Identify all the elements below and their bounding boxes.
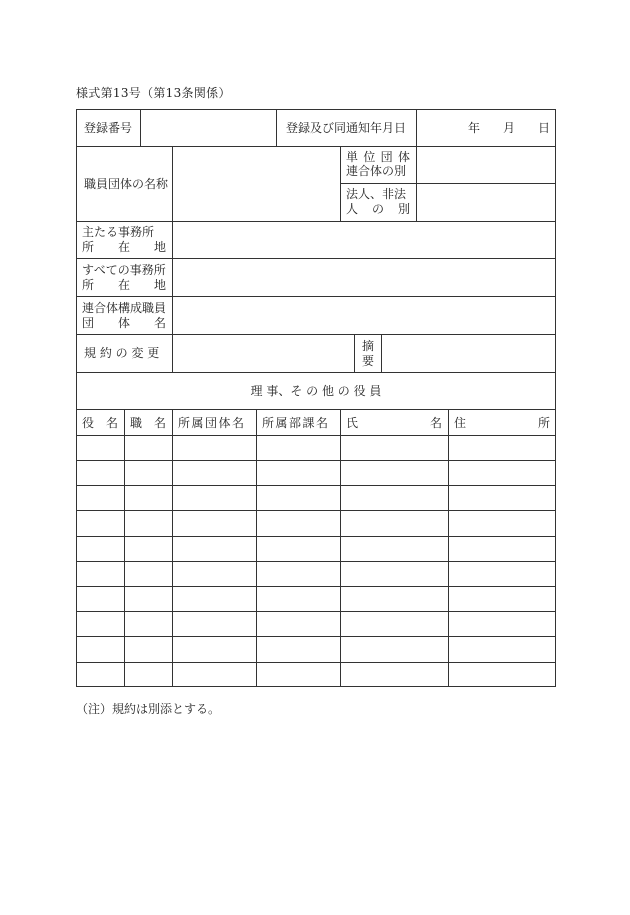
officer-title-cell[interactable] — [77, 461, 123, 484]
officer-position-cell[interactable] — [125, 537, 171, 560]
officer-affiliated-org-cell[interactable] — [173, 436, 255, 459]
officer-title-cell[interactable] — [77, 612, 123, 635]
corp-type-field[interactable] — [417, 184, 555, 220]
officer-address-cell[interactable] — [449, 562, 555, 585]
officer-title-cell[interactable] — [77, 537, 123, 560]
officer-address-cell[interactable] — [449, 612, 555, 635]
org-name-label: 職員団体の名称 — [84, 177, 169, 191]
officer-department-cell[interactable] — [257, 486, 339, 509]
officer-department-cell[interactable] — [257, 612, 339, 635]
officer-address-cell[interactable] — [449, 436, 555, 459]
officer-address-cell[interactable] — [449, 663, 555, 686]
main-office-field[interactable] — [173, 222, 555, 257]
summary-label-line2: 要 — [362, 354, 375, 368]
bylaw-change-label: 規 約 の 変 更 — [84, 346, 160, 360]
col-header-title: 役 名 — [82, 416, 118, 430]
member-orgs-field[interactable] — [173, 297, 555, 333]
officer-address-cell[interactable] — [449, 461, 555, 484]
officer-department-cell[interactable] — [257, 461, 339, 484]
officer-department-cell[interactable] — [257, 511, 339, 535]
member-orgs-label-line1: 連合体構成職員 — [82, 301, 167, 315]
officer-address-cell[interactable] — [449, 511, 555, 535]
all-offices-label-line1: すべての事務所 — [82, 263, 166, 277]
registration-number-field[interactable] — [141, 110, 275, 145]
officer-position-cell[interactable] — [125, 587, 171, 610]
form-title: 様式第13号（第13条関係） — [76, 86, 231, 100]
summary-label-line1: 摘 — [362, 339, 375, 353]
officer-name-cell[interactable] — [341, 537, 447, 560]
col-header-position: 職 名 — [130, 416, 166, 430]
main-office-label-line2: 所 在 地 — [82, 240, 166, 254]
officer-department-cell[interactable] — [257, 663, 339, 686]
officer-position-cell[interactable] — [125, 637, 171, 661]
officer-affiliated-org-cell[interactable] — [173, 486, 255, 509]
unit-type-label-line2: 連合体の別 — [346, 164, 407, 178]
corp-type-label-line1: 法人、非法 — [346, 187, 407, 201]
officers-section-title: 理 事、そ の 他 の 役 員 — [250, 384, 382, 398]
corp-type-label-line2: 人 の 別 — [346, 202, 410, 216]
officer-affiliated-org-cell[interactable] — [173, 587, 255, 610]
officer-department-cell[interactable] — [257, 537, 339, 560]
officer-position-cell[interactable] — [125, 436, 171, 459]
col-header-address: 住 所 — [454, 416, 550, 430]
officer-department-cell[interactable] — [257, 436, 339, 459]
col-header-affiliated-org: 所属団体名 — [178, 416, 246, 430]
officer-position-cell[interactable] — [125, 511, 171, 535]
col-header-name: 氏 名 — [346, 416, 442, 430]
officer-department-cell[interactable] — [257, 587, 339, 610]
officer-affiliated-org-cell[interactable] — [173, 511, 255, 535]
officer-name-cell[interactable] — [341, 637, 447, 661]
officer-name-cell[interactable] — [341, 511, 447, 535]
officer-position-cell[interactable] — [125, 461, 171, 484]
org-name-field[interactable] — [173, 147, 339, 220]
year-label: 年 — [468, 121, 481, 135]
all-offices-field[interactable] — [173, 259, 555, 295]
officer-address-cell[interactable] — [449, 537, 555, 560]
all-offices-label-line2: 所 在 地 — [82, 278, 166, 292]
registration-number-label: 登録番号 — [84, 121, 133, 135]
officer-title-cell[interactable] — [77, 486, 123, 509]
officer-department-cell[interactable] — [257, 562, 339, 585]
officer-title-cell[interactable] — [77, 663, 123, 686]
summary-field[interactable] — [382, 335, 555, 371]
officer-name-cell[interactable] — [341, 663, 447, 686]
officer-address-cell[interactable] — [449, 486, 555, 509]
officer-position-cell[interactable] — [125, 663, 171, 686]
officer-name-cell[interactable] — [341, 587, 447, 610]
officer-department-cell[interactable] — [257, 637, 339, 661]
officer-title-cell[interactable] — [77, 511, 123, 535]
officer-title-cell[interactable] — [77, 562, 123, 585]
officer-name-cell[interactable] — [341, 436, 447, 459]
officer-address-cell[interactable] — [449, 637, 555, 661]
officer-name-cell[interactable] — [341, 461, 447, 484]
officer-address-cell[interactable] — [449, 587, 555, 610]
unit-type-field[interactable] — [417, 147, 555, 182]
officer-affiliated-org-cell[interactable] — [173, 663, 255, 686]
officer-name-cell[interactable] — [341, 486, 447, 509]
main-office-label-line1: 主たる事務所 — [82, 225, 155, 239]
registration-date-label: 登録及び同通知年月日 — [286, 121, 407, 135]
officer-title-cell[interactable] — [77, 587, 123, 610]
officer-affiliated-org-cell[interactable] — [173, 562, 255, 585]
officer-name-cell[interactable] — [341, 612, 447, 635]
month-label: 月 — [502, 121, 515, 135]
officer-position-cell[interactable] — [125, 486, 171, 509]
officer-affiliated-org-cell[interactable] — [173, 612, 255, 635]
officer-affiliated-org-cell[interactable] — [173, 461, 255, 484]
officer-affiliated-org-cell[interactable] — [173, 637, 255, 661]
officer-position-cell[interactable] — [125, 612, 171, 635]
col-header-department: 所属部課名 — [262, 416, 330, 430]
footnote: （注）規約は別添とする。 — [76, 702, 221, 716]
officer-affiliated-org-cell[interactable] — [173, 537, 255, 560]
day-label: 日 — [537, 121, 550, 135]
member-orgs-label-line2: 団 体 名 — [82, 316, 166, 330]
registration-date-field[interactable] — [468, 121, 550, 135]
unit-type-label-line1: 単 位 団 体 — [346, 150, 410, 164]
officer-position-cell[interactable] — [125, 562, 171, 585]
bylaw-change-field[interactable] — [173, 335, 353, 371]
officer-name-cell[interactable] — [341, 562, 447, 585]
officer-title-cell[interactable] — [77, 436, 123, 459]
officer-title-cell[interactable] — [77, 637, 123, 661]
